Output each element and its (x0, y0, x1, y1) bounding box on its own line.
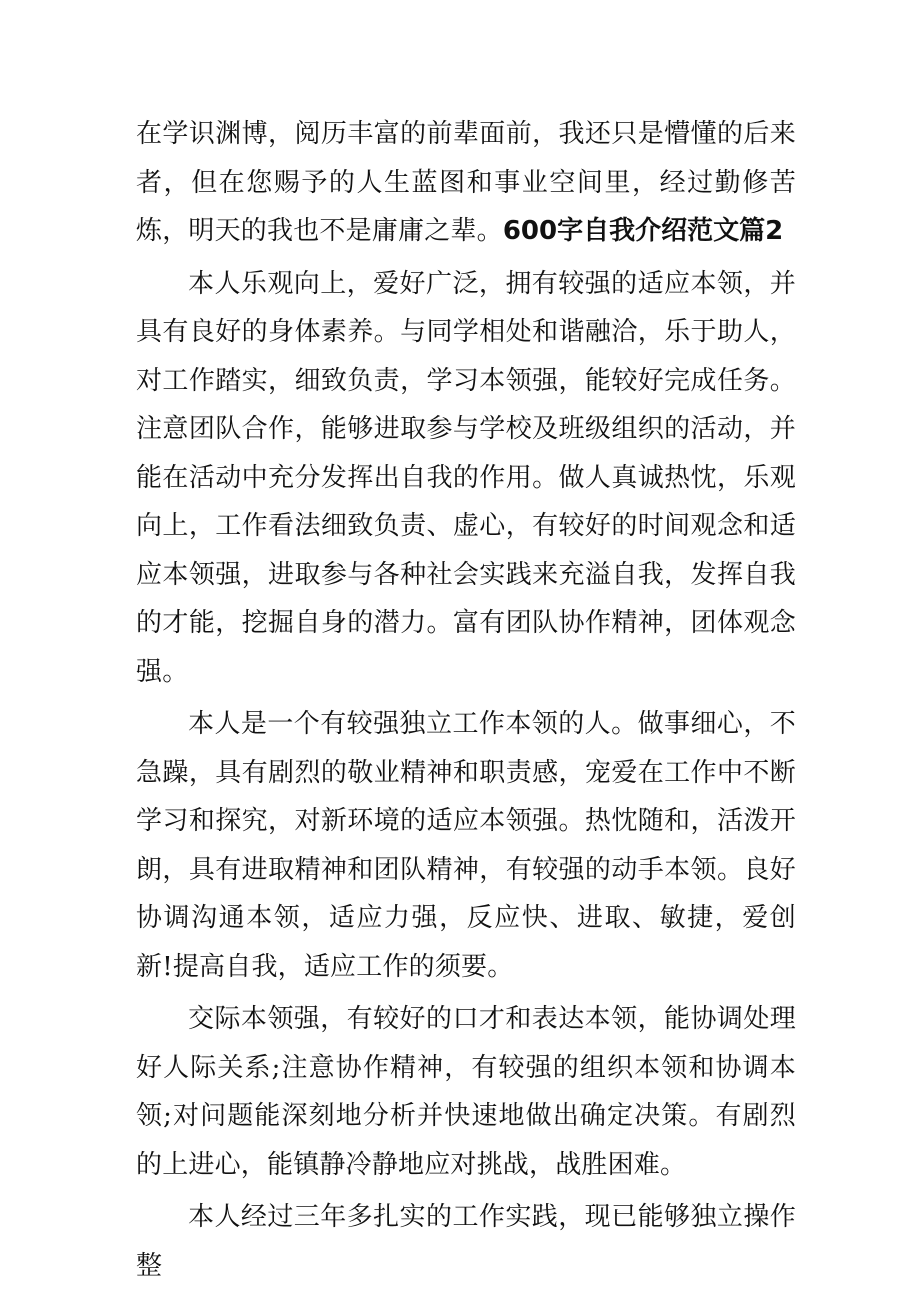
document-body (136, 110, 796, 1294)
paragraph-3: 交际本领强，有较好的口才和表达本领，能协调处理好人际关系;注意协作精神，有较强的组织本领和协调本领;对问题能深刻地分析并快速地做出确定决策。有剧烈的上进心，能镇静冷静地应对挑战，战胜困难。 (136, 1004, 796, 1180)
paragraph-4: 本人经过三年多扎实的工作实践，现已能够独立操作整 (136, 1202, 796, 1281)
paragraph-1: 本人乐观向上，爱好广泛，拥有较强的适应本领，并具有良好的身体素养。与同学相处和谐融洽，乐于助人，对工作踏实，细致负责，学习本领强，能较好完成任务。注意团队合作，能够进取参与学校及班级组织的活动，并能在活动中充分发挥出自我的作用。做人真诚热忱，乐观向上，工作看法细致负责、虚心，有较好的时间观念和适应本领强，进取参与各种社会实践来充溢自我，发挥自我的才能，挖掘自身的潜力。富有团队协作精神，团体观念强。 (136, 268, 796, 687)
lead-paragraph (136, 110, 796, 256)
lead-paragraph-text: 在学识渊博，阅历丰富的前辈面前，我还只是懵懂的后来者，但在您赐予的人生蓝图和事业空间里，经过勤修苦炼，明天的我也不是庸庸之辈。 (136, 119, 796, 246)
section-heading: 600字自我介绍范文篇2 (502, 216, 784, 246)
paragraph-2: 本人是一个有较强独立工作本领的人。做事细心，不急躁，具有剧烈的敬业精神和职责感，宠爱在工作中不断学习和探究，对新环境的适应本领强。热忱随和，活泼开朗，具有进取精神和团队精神，有较强的动手本领。良好协调沟通本领，适应力强，反应快、进取、敏捷，爱创新!提高自我，适应工作的须要。 (136, 709, 796, 982)
